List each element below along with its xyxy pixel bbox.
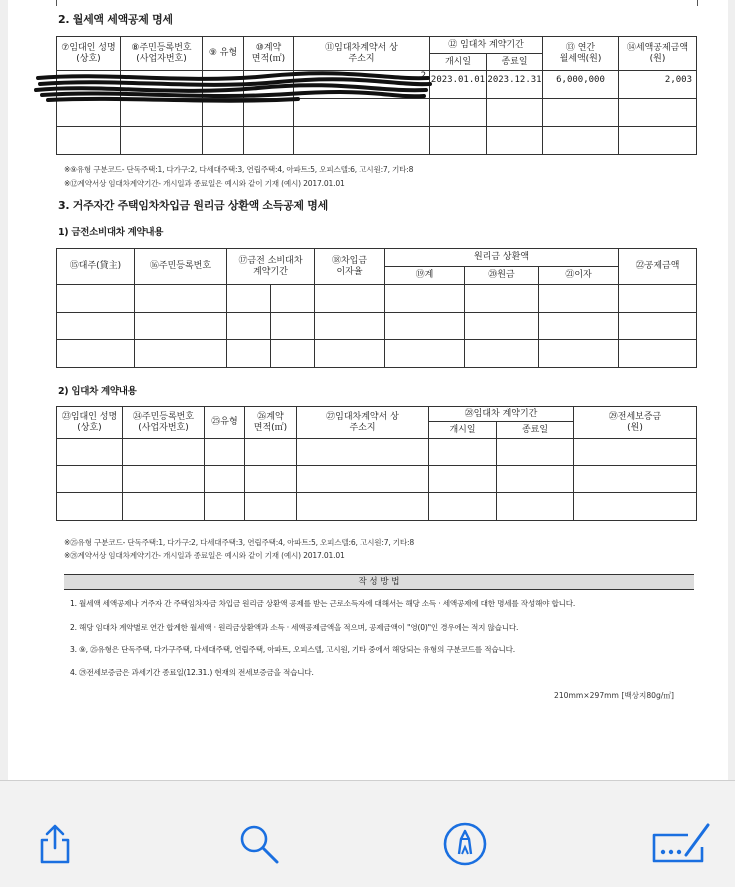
deduction-value: 2,003 [619,71,697,99]
table-row [57,493,697,521]
annual-rent-value: 6,000,000 [543,71,619,99]
header-start-date: 개시일 [430,54,487,71]
instructions-title: 작 성 방 법 [64,574,694,590]
header-annual-rent: ⑬ 연간 월세액(원) [543,37,619,71]
markup-button[interactable] [442,821,488,867]
header-principal: ⑳원금 [465,267,539,285]
section3-title: 3. 거주자간 주택임차차입금 원리금 상환액 소득공제 명세 [58,199,328,212]
instruction-4: 4. ㉙전세보증금은 과세기간 종료일(12.31.) 현재의 전세보증금을 적습니다. [70,668,314,677]
header-repayment: 원리금 상환액 [385,249,619,267]
instruction-3: 3. ⑨, ㉕유형은 단독주택, 다가구주택, 다세대주택, 연립주택, 아파트, 오피스텔, 고시원, 기타 중에서 해당되는 유형의 구분코드를 적습니다. [70,645,516,654]
search-button[interactable] [236,821,282,867]
header-regno: ⑧주민등록번호 (사업자번호) [121,37,203,71]
header-lease-address: ㉗임대차계약서 상 주소지 [297,407,429,439]
lease-table [56,406,697,521]
redaction-scribble [28,70,438,104]
header-loan-period: ⑰금전 소비대차 계약기간 [227,249,315,285]
table-row [57,285,697,313]
lease-contract-subtitle: 2) 임대차 계약내용 [58,386,137,397]
address-cell: 2 [294,71,430,99]
header-area: ⑩계약 면적(㎡) [244,37,294,71]
search-icon [237,822,281,866]
share-icon [35,822,75,866]
instruction-1: 1. 월세액 세액공제나 거주자 간 주택임차자금 차입금 원리금 상환액 공제를 받는 근로소득자에 대해서는 해당 소득 · 세액공제에 대한 명세를 작성해야 합니다. [70,599,576,608]
header-lease-period: ㉘임대차 계약기간 [429,407,574,422]
paper-spec: 210mm×297mm [백상지80g/㎡] [554,691,674,700]
loan-contract-subtitle: 1) 금전소비대차 계약내용 [58,227,164,238]
header-lease-landlord: ㉓임대인 성명 (상호) [57,407,123,439]
signature-button[interactable] [648,821,712,867]
header-deposit: ㉙전세보증금 (원) [574,407,697,439]
bottom-toolbar [0,780,735,887]
section2-title: 2. 월세액 세액공제 명세 [58,13,173,26]
header-landlord-name: ⑦임대인 성명 (상호) [57,37,121,71]
header-end-date: 종료일 [487,54,543,71]
section2-note-type: ※⑨유형 구분코드- 단독주택:1, 다가구:2, 다세대주택:3, 연립주택:4, 아파트:5, 오피스텔:6, 고시원:7, 기타:8 [64,165,414,174]
header-lease-regno: ㉔주민등록번호 (사업자번호) [123,407,205,439]
section3-note-period: ※㉘계약서상 임대차계약기간- 개시일과 종료일은 예시와 같이 기재 (예시) 2017.01.01 [64,551,345,560]
section2-note-period: ※⑫계약서상 임대차계약기간- 개시일과 종료일은 예시와 같이 기재 (예시) 2017.01.01 [64,179,345,188]
header-deduction: ⑭세액공제금액 (원) [619,37,697,71]
header-lease-area: ㉖계약 면적(㎡) [245,407,297,439]
header-interest: ㉑이자 [539,267,619,285]
start-date-value: 2023.01.01 [430,71,487,99]
header-lender: ⑮대주(貸主) [57,249,135,285]
header-lease-type: ㉕유형 [205,407,245,439]
header-loan-deduction: ㉒공제금액 [619,249,697,285]
header-lease-start: 개시일 [429,422,497,439]
header-lender-regno: ⑯주민등록번호 [135,249,227,285]
signature-icon [648,821,712,867]
page-top-border [56,0,698,6]
header-type: ⑨ 유형 [203,37,244,71]
header-interest-rate: ⑱차입금 이자율 [315,249,385,285]
table-row [57,127,697,155]
end-date-value: 2023.12.31 [487,71,543,99]
share-button[interactable] [32,821,78,867]
section3-note-type: ※㉕유형 구분코드- 단독주택:1, 다가구:2, 다세대주택:3, 연립주택:4, 아파트:5, 오피스텔:6, 고시원:7, 기타:8 [64,538,415,547]
header-contract-period: ⑫ 임대차 계약기간 [430,37,543,54]
header-repay-sum: ⑲계 [385,267,465,285]
table-row [57,466,697,493]
loan-table [56,248,697,368]
document-page [8,0,728,780]
instruction-2: 2. 해당 임대차 계약별로 연간 합계한 월세액 · 원리금상환액과 소득 · 세액공제금액을 적으며, 공제금액이 "영(0)"인 경우에는 적지 않습니다. [70,623,519,632]
markup-pen-icon [442,821,488,867]
header-lease-end: 종료일 [497,422,574,439]
table-row [57,439,697,466]
table-row [57,313,697,340]
header-address: ⑪임대차계약서 상 주소지 [294,37,430,71]
table-row [57,340,697,368]
